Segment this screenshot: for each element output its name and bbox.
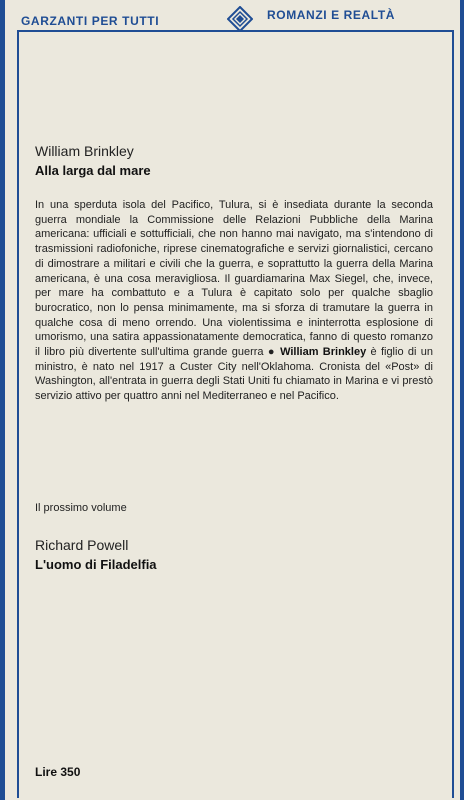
back-cover xyxy=(5,0,460,800)
next-volume-label: Il prossimo volume xyxy=(35,502,127,514)
series-header xyxy=(5,0,460,30)
next-volume-author: Richard Powell xyxy=(35,537,129,553)
price-label: Lire 350 xyxy=(35,765,81,779)
series-name: GARZANTI PER TUTTI xyxy=(21,14,160,28)
book-title: Alla larga dal mare xyxy=(35,163,151,178)
book-blurb xyxy=(35,198,433,404)
book-author: William Brinkley xyxy=(35,143,134,159)
series-collection: ROMANZI E REALTÀ xyxy=(267,8,396,22)
next-volume-title: L'uomo di Filadelfia xyxy=(35,557,157,572)
diamond-logo-icon xyxy=(227,6,253,32)
bullet-icon: ● xyxy=(267,346,276,359)
blurb-text: In una sperduta isola del Pacifico, Tulura, si è insediata durante la seconda guerra mondiale la Commissione delle Relazioni Pubbliche della Marina americana: ufficiali e sottufficiali, che non hanno mai navigato, ma s'intendono di trasmissioni radiofoniche, riprese cinematografiche e servizi giornalistici, cercano di dimostrare a militari e civili che la guerra, e soprattutto la guerra della Marina americana, è una cosa meravigliosa. Il guardiamarina Max Siegel, che, invece, per mare ha combattuto e a Tulura è capitato solo per qualche sbaglio burocratico, non lo pensa minimamente, ma si sforza di tramutare la guerra in qualche cosa di meno orrendo. Una violentissima e ininterrotta esplosione di umorismo, una satira appassionatamente democratica, fanno di questo romanzo il libro più divertente sull'ultima grande guerra xyxy=(35,199,433,359)
bio-text: è figlio di un ministro, è nato nel 1917 a Custer City nell'Oklahoma. Cronista del «Post» di Washington, all'entrata in guerra degli Stati Uniti fu chiamato in Marina e vi prestò servizio attivo per quattro anni nel Mediterraneo e nel Pacifico. xyxy=(35,346,433,403)
bio-author-name: William Brinkley xyxy=(280,346,367,359)
